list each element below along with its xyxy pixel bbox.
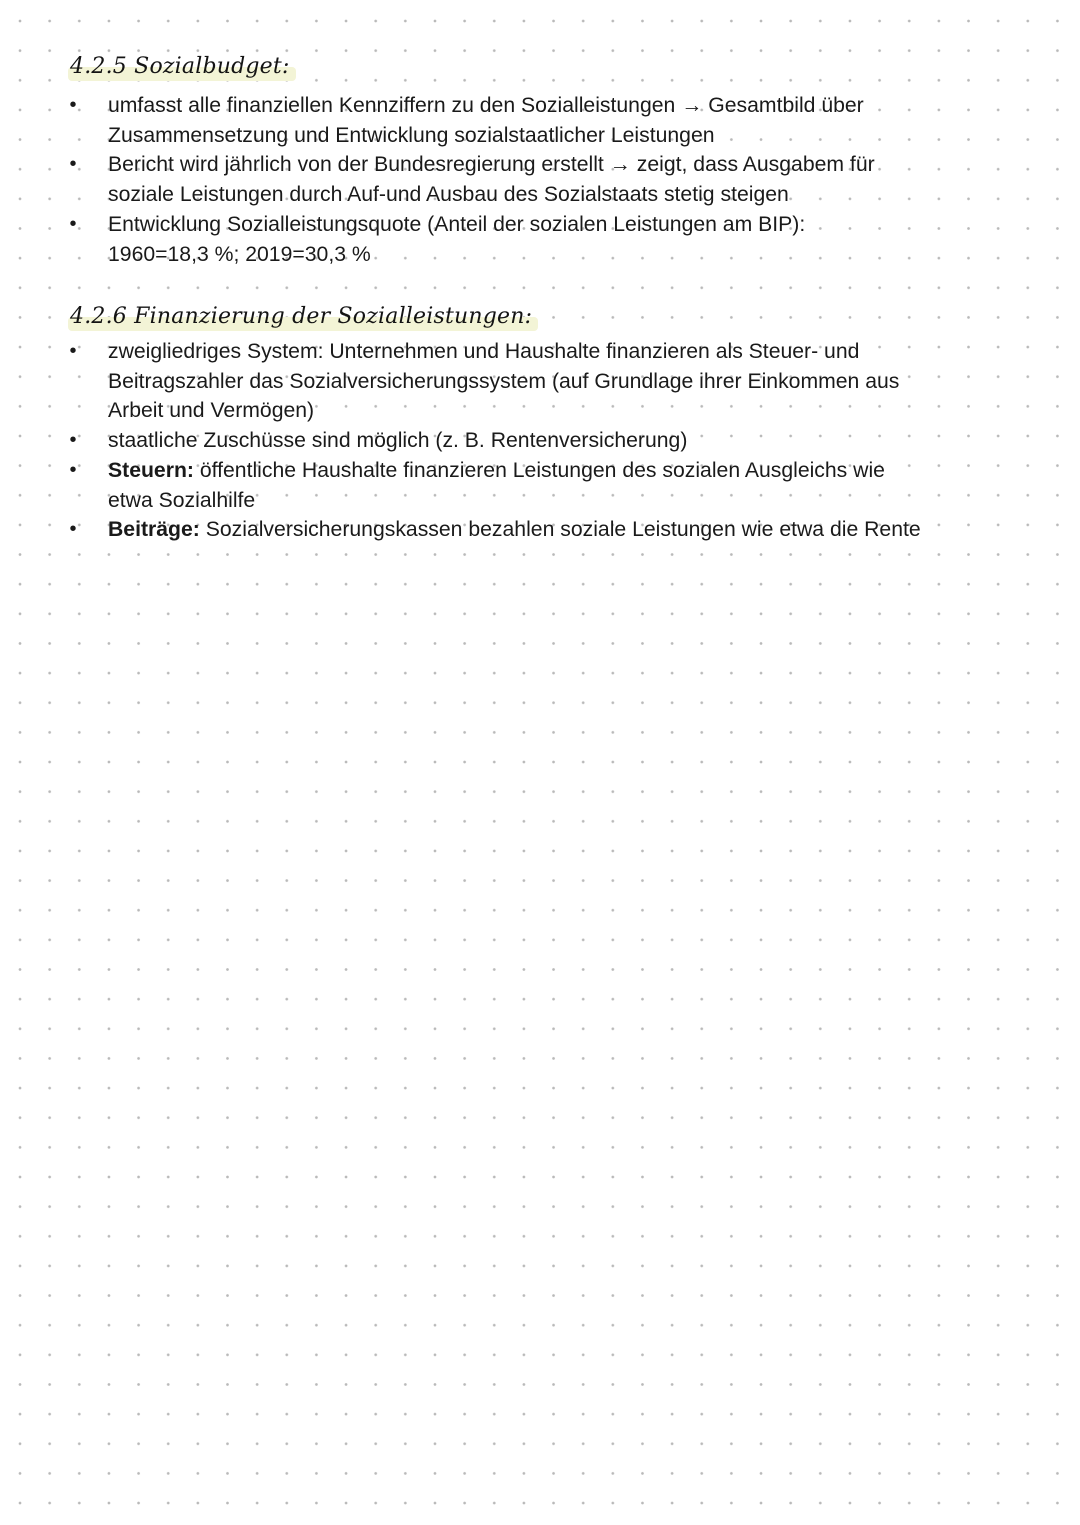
list-item: • zweigliedriges System: Unternehmen und Haushalte finanzieren als Steuer- und Beitragszahler das Sozialversicherungssystem (auf Grundlage ihrer Einkommen aus Arbeit und Vermögen) <box>0 337 1080 426</box>
bullet-icon: • <box>69 153 77 176</box>
term-label: Beiträge: <box>108 518 200 542</box>
bullet-icon: • <box>69 458 77 481</box>
bullet-icon: • <box>69 429 77 452</box>
section-heading: 4.2.6 Finanzierung der Sozialleistungen: <box>68 302 534 332</box>
term-label: Steuern: <box>108 458 194 482</box>
list-item: • Steuern: öffentliche Haushalte finanzieren Leistungen des sozialen Ausgleichs wie etwa Sozialhilfe <box>0 456 1080 515</box>
list-item: • Entwicklung Sozialleistungsquote (Anteil der sozialen Leistungen am BIP): 1960=18,3 %; 2019=30,3 % <box>0 210 1080 269</box>
bullet-list <box>0 91 1080 269</box>
bullet-icon: • <box>69 94 77 116</box>
bullet-icon: • <box>69 212 77 235</box>
section-heading: 4.2.5 Sozialbudget: <box>68 52 292 82</box>
list-item: • Beiträge: Sozialversicherungskassen bezahlen soziale Leistungen wie etwa die Rente <box>0 515 1080 545</box>
list-item: • staatliche Zuschüsse sind möglich (z. B. Rentenversicherung) <box>0 426 1080 456</box>
bullet-icon: • <box>69 340 77 362</box>
list-item: • Bericht wird jährlich von der Bundesregierung erstellt → zeigt, dass Ausgabem für soziale Leistungen durch Auf-und Ausbau des Sozialstaats stetig steigen <box>0 150 1080 209</box>
list-item: • umfasst alle finanziellen Kennziffern zu den Sozialleistungen → Gesamtbild über Zusammensetzung und Entwicklung sozialstaatlicher Leistungen <box>0 91 1080 150</box>
bullet-icon: • <box>69 518 77 541</box>
bullet-list <box>0 337 1080 545</box>
